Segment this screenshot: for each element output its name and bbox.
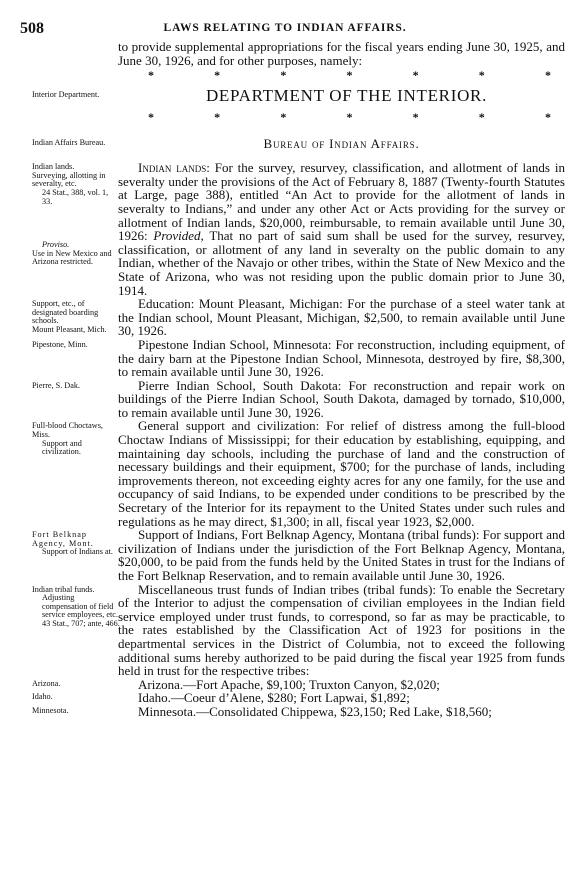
- section-paragraph: Education: Mount Pleasant, Michigan: For the purchase of a steel water tank at the Indian school, Mount Pleasant, Michigan, $2,500, to remain available until June 30, 1926.: [118, 296, 565, 339]
- section-paragraph: Miscellaneous trust funds of Indian tribes (tribal funds): To enable the Secretary of the Interior to adjust the compensation of civilian employees in the Indian field service employed under trust funds, to correspond, so far as may be practicable, to the rates established by the Classification Act of 1923 for positions in the departmental services in the District of Columbia, not to exceed the following additional sums hereby authorized to be paid during the fiscal year 1925 from funds held in trust for the respective tribes:: [118, 581, 565, 679]
- section-mount-pleasant: [32, 296, 565, 339]
- star: *: [478, 110, 485, 125]
- section-choctaws: [32, 418, 565, 529]
- proviso-word: Provided,: [153, 228, 204, 244]
- page-number: 508: [20, 20, 44, 37]
- margin-note-choctaws: [32, 422, 120, 456]
- section-indian-lands: [32, 160, 565, 298]
- state-line-arizona: [32, 676, 565, 692]
- star: *: [214, 68, 221, 83]
- section-paragraph: Pipestone Indian School, Minnesota: For reconstruction, including equipment, of the dairy barn at the Pipestone Indian School, Minnesota, destroyed by fire, $8,300, to remain available until June 30, 1926.: [118, 336, 565, 380]
- margin-note-mount-pleasant: [32, 300, 120, 334]
- margin-note-pierre: Pierre, S. Dak.: [32, 380, 80, 390]
- margin-note-line: Adjusting compensation of field service employees, etc.: [42, 593, 118, 620]
- section-text: That no part of said sum shall be used for the survey, resurvey, classification, or allotment of any land in severalty on the public domain to any Indian, whether of the Navajo or other tribes, within the State of New Mexico and the State of Arizona, who was not residing upon the public domain prior to June 30, 1914.: [118, 228, 565, 298]
- star-divider-1: [118, 68, 565, 83]
- margin-note-minnesota: Minnesota.: [32, 705, 69, 715]
- margin-note-line: Use in New Mexico and Arizona restricted.: [32, 248, 112, 267]
- star: *: [544, 68, 551, 83]
- margin-note-line: Fort Belknap Agency, Mont.: [32, 530, 94, 548]
- star: *: [412, 110, 419, 125]
- margin-note-proviso: [32, 241, 120, 267]
- margin-note-line: Surveying, allotting in severalty, etc.: [32, 170, 106, 189]
- star: *: [346, 68, 353, 83]
- star: *: [544, 110, 551, 125]
- star: *: [412, 68, 419, 83]
- star-divider-2: [118, 110, 565, 125]
- star: *: [148, 110, 154, 125]
- margin-note-line: 24 Stat., 388, vol. 1, 33.: [42, 187, 109, 206]
- state-text: Minnesota.—Consolidated Chippewa, $23,150; Red Lake, $18,560;: [138, 703, 492, 719]
- star: *: [280, 68, 287, 83]
- state-text: Idaho.—Coeur d’Alene, $280; Fort Lapwai, $1,892;: [138, 690, 410, 706]
- star: *: [214, 110, 221, 125]
- bureau-heading: Bureau of Indian Affairs.: [263, 136, 420, 152]
- section-paragraph: Support of Indians, Fort Belknap Agency, Montana (tribal funds): For support and civilization of Indians under the jurisdiction of the Fort Belknap Agency, Montana, $20,000, to be paid from the funds held by the United States in trust for the Indians of the Fort Belknap Reservation, and to remain available until June 30, 1926.: [118, 527, 566, 583]
- section-pipestone: [32, 336, 565, 380]
- section-paragraph: General support and civilization: For relief of distress among the full-blood Choctaw Indians of Mississippi; for their education by establishing, equipping, and maintaining day schools, including the purchase of land and the construction of necessary buildings and their equipment, $700; for the purchase of lands, including improvements thereon, not exceeding eighty acres for any one family, for the use and occupancy of said Indians, to be expended under conditions to be prescribed by the Secretary of the Interior for its repayment to the United States under such rules and regulations as he may direct, $1,300; in all, fiscal year 1923, $2,000.: [118, 418, 565, 529]
- running-head: LAWS RELATING TO INDIAN AFFAIRS.: [163, 22, 407, 34]
- margin-note-idaho: Idaho.: [32, 692, 53, 702]
- section-paragraph: [118, 161, 565, 297]
- page-body: [0, 40, 570, 719]
- section-fort-belknap: [32, 527, 566, 583]
- margin-note-line: Support, etc., of designated boarding schools.: [32, 299, 99, 326]
- margin-note-line: Mount Pleasant, Mich.: [32, 324, 107, 334]
- margin-note-line: Proviso.: [42, 240, 70, 250]
- state-text: Arizona.—Fort Apache, $9,100; Truxton Canyon, $2,020;: [138, 676, 440, 692]
- section-pierre: [32, 377, 565, 420]
- margin-note-line: Support and civilization.: [42, 438, 82, 457]
- state-line-minnesota: [32, 703, 565, 719]
- section-tribal-funds: [32, 581, 565, 679]
- margin-note-department: Interior Department.: [32, 90, 100, 100]
- margin-note-indian-lands: [32, 163, 120, 206]
- section-lead: Indian lands: [138, 160, 207, 176]
- state-list: [32, 676, 565, 719]
- star: *: [346, 110, 353, 125]
- margin-note-fort-belknap: [32, 531, 120, 557]
- section-paragraph: Pierre Indian School, South Dakota: For reconstruction and repair work on buildings of the Pierre Indian School, South Dakota, damaged by tornado, $10,000, to remain available until June 30, 1926.: [118, 377, 565, 420]
- margin-note-line: Full-blood Choctaws, Miss.: [32, 421, 103, 440]
- section-text: : For the survey, resurvey, classification, and allotment of lands in severalty under the provisions of the Act of February 8, 1887 (Twenty-fourth Statutes at Large, page 388), entitled “An Act to provide for the allotment of lands in severalty to Indians,” and under any other Act or Acts providing for the survey or allotment of Indian lands, $20,000, reimbursable, to remain available until June 30, 1926:: [118, 160, 565, 244]
- star: *: [148, 68, 154, 83]
- intro-paragraph: to provide supplemental appropriations for the fiscal years ending June 30, 1925, and June 30, 1926, and for other purposes, namely:: [118, 39, 565, 68]
- margin-note-line: 43 Stat., 707; ante, 466.: [42, 618, 120, 628]
- margin-note-line: Support of Indians at.: [42, 547, 113, 557]
- margin-note-pipestone: Pipestone, Minn.: [32, 339, 88, 349]
- state-line-idaho: [32, 690, 565, 706]
- margin-note-tribal-funds: [32, 586, 120, 629]
- margin-note-line: Indian lands.: [32, 162, 75, 172]
- star: *: [280, 110, 287, 125]
- department-heading: DEPARTMENT OF THE INTERIOR.: [205, 86, 488, 106]
- margin-note-arizona: Arizona.: [32, 678, 61, 688]
- margin-note-bureau: Indian Affairs Bureau.: [32, 138, 106, 148]
- margin-note-line: Indian tribal funds.: [32, 584, 95, 594]
- star: *: [478, 68, 485, 83]
